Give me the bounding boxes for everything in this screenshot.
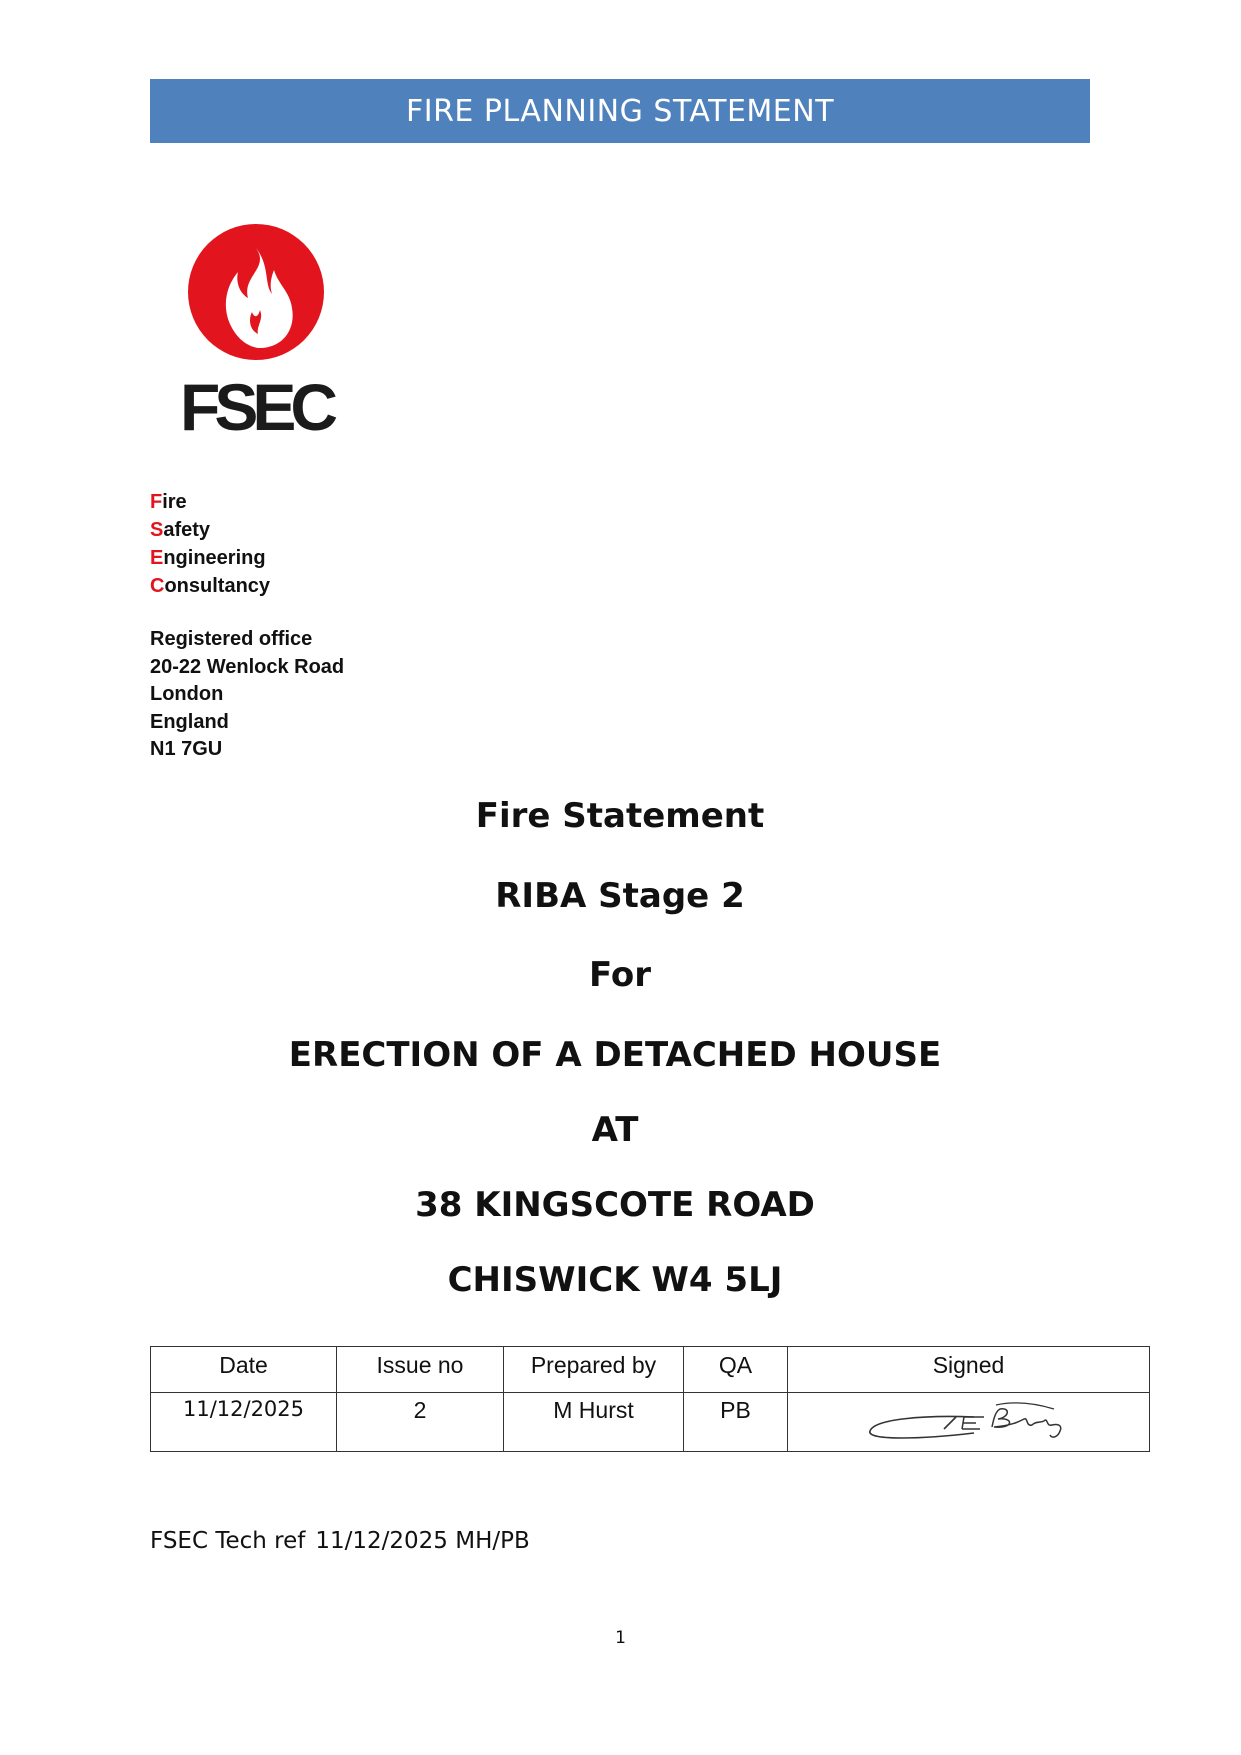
title-at: AT <box>591 1110 639 1150</box>
acronym-line <box>150 572 270 600</box>
banner-title: FIRE PLANNING STATEMENT <box>405 93 835 129</box>
header-signed: Signed <box>788 1347 1150 1393</box>
project-description: ERECTION OF A DETACHED HOUSE <box>288 1035 942 1075</box>
acronym-line <box>150 516 270 544</box>
acronym-rest: ire <box>162 491 187 513</box>
acronym-initial: S <box>150 519 164 541</box>
title-for: For <box>589 955 651 995</box>
table-header-row <box>151 1347 1150 1393</box>
office-heading: Registered office <box>150 628 313 650</box>
tech-ref-value: 11/12/2025 MH/PB <box>315 1528 530 1554</box>
acronym-rest: afety <box>163 519 211 541</box>
cell-prepared-by: M Hurst <box>504 1393 684 1452</box>
header-issue-no: Issue no <box>337 1347 504 1393</box>
logo-wordmark: FSEC <box>180 370 333 444</box>
header-date: Date <box>151 1347 337 1393</box>
site-address: 38 KINGSCOTE ROAD <box>415 1185 815 1225</box>
site-locality: CHISWICK W4 5LJ <box>447 1260 783 1300</box>
office-line: N1 7GU <box>150 738 223 760</box>
cell-signed <box>788 1393 1150 1452</box>
acronym-initial: E <box>150 547 164 569</box>
cell-qa: PB <box>684 1393 788 1452</box>
tech-ref-label: FSEC Tech ref <box>150 1528 306 1554</box>
acronym-initial: C <box>150 575 165 597</box>
document-banner <box>150 79 1090 143</box>
acronym-rest: ngineering <box>163 547 266 569</box>
header-prepared-by: Prepared by <box>504 1347 684 1393</box>
document-title: Fire Statement <box>475 796 765 836</box>
office-line: London <box>150 683 224 705</box>
acronym-line <box>150 488 270 516</box>
signature-image <box>864 1397 1074 1445</box>
issue-table <box>150 1346 1150 1452</box>
riba-stage: RIBA Stage 2 <box>495 876 745 916</box>
acronym-initial: F <box>150 491 163 513</box>
page-number: 1 <box>615 1628 626 1648</box>
cell-date: 11/12/2025 <box>151 1393 337 1452</box>
acronym-line <box>150 544 270 572</box>
header-qa: QA <box>684 1347 788 1393</box>
table-row <box>151 1393 1150 1452</box>
acronym-rest: onsultancy <box>164 575 271 597</box>
registered-office <box>150 626 344 764</box>
office-line: 20-22 Wenlock Road <box>150 655 345 678</box>
office-line: England <box>150 710 229 733</box>
fsec-logo <box>178 222 338 444</box>
acronym-list <box>150 488 270 600</box>
flame-icon <box>186 222 326 362</box>
tech-reference <box>150 1528 530 1554</box>
cell-issue-no: 2 <box>337 1393 504 1452</box>
